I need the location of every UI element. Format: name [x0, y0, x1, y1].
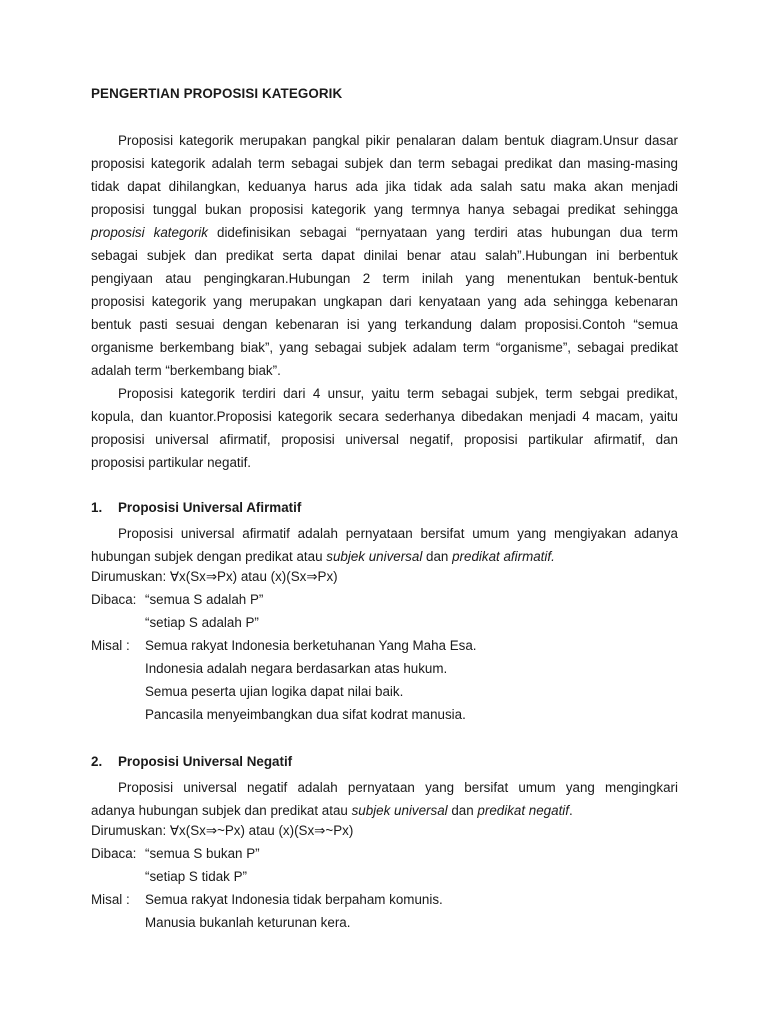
formula-line: Dirumuskan: ∀x(Sx⇒Px) atau (x)(Sx⇒Px)	[91, 569, 338, 584]
intro-line: proposisi tunggal bukan proposisi kategorik yang termnya hanya sebagai predikat sehingga	[91, 202, 678, 217]
intro-line: proposisi universal afirmatif, proposisi universal negatif, proposisi partikular afirmatif, dan	[91, 432, 678, 447]
example-text: Semua peserta ujian logika dapat nilai baik.	[145, 684, 404, 699]
read-text: “semua S adalah P”	[145, 592, 264, 607]
intro-line: proposisi kategorik didefinisikan sebagai “pernyataan yang terdiri atas hubungan dua term	[91, 225, 678, 240]
read-line	[91, 592, 263, 607]
section-number: 1.	[91, 500, 103, 515]
intro-line: tidak dapat dihilangkan, keduanya harus ada jika tidak ada salah satu maka akan menjadi	[91, 179, 678, 194]
desc-line: adanya hubungan subjek dan predikat atau subjek universal dan predikat negatif.	[91, 803, 573, 818]
intro-line: adalah term “berkembang biak”.	[91, 363, 281, 378]
intro-line: Proposisi kategorik terdiri dari 4 unsur, yaitu term sebagai subjek, term sebgai predikat,	[118, 386, 678, 401]
intro-line: proposisi kategorik yang merupakan ungkapan dari kenyataan yang ada sehingga kebenaran	[91, 294, 678, 309]
read-text: “setiap S tidak P”	[145, 869, 247, 884]
formula-line: Dirumuskan: ∀x(Sx⇒~Px) atau (x)(Sx⇒~Px)	[91, 823, 354, 838]
section-title: Proposisi Universal Negatif	[118, 754, 293, 769]
section-heading	[91, 500, 301, 515]
read-label: Dibaca:	[91, 592, 137, 607]
document-title: PENGERTIAN PROPOSISI KATEGORIK	[91, 86, 343, 101]
intro-text	[91, 129, 678, 474]
section-number: 2.	[91, 754, 103, 769]
read-line	[91, 846, 260, 861]
section-title: Proposisi Universal Afirmatif	[118, 500, 302, 515]
intro-line: kopula, dan kuantor.Proposisi kategorik secara sederhanya dibedakan menjadi 4 macam, yaitu	[91, 409, 678, 424]
section-description	[91, 776, 678, 822]
intro-line: bentuk pasti sesuai dengan kebenaran isi yang terkandung dalam proposisi.Contoh “semua	[91, 317, 678, 332]
read-text: “semua S bukan P”	[145, 846, 260, 861]
italic-term: proposisi kategorik	[91, 225, 208, 240]
desc-line: Proposisi universal afirmatif adalah pernyataan bersifat umum yang mengiyakan adanya	[118, 526, 678, 541]
italic-term: subjek universal	[326, 549, 423, 564]
example-line	[91, 892, 443, 907]
example-line	[91, 638, 477, 653]
intro-line: proposisi partikular negatif.	[91, 455, 252, 470]
read-text: “setiap S adalah P”	[145, 615, 259, 630]
desc-line: Proposisi universal negatif adalah pernyataan yang bersifat umum yang mengingkari	[118, 780, 678, 795]
example-text: Manusia bukanlah keturunan kera.	[145, 915, 351, 930]
italic-term: subjek universal	[351, 803, 448, 818]
example-text: Pancasila menyeimbangkan dua sifat kodrat manusia.	[145, 707, 466, 722]
intro-line: Proposisi kategorik merupakan pangkal pikir penalaran dalam bentuk diagram.Unsur dasar	[118, 133, 678, 148]
intro-line: organisme berkembang biak”, yang sebagai subjek adalam term “organisme”, sebagai predikat	[91, 340, 678, 355]
example-label: Misal :	[91, 892, 130, 907]
italic-term: predikat negatif	[477, 803, 569, 818]
read-label: Dibaca:	[91, 846, 137, 861]
intro-line: sebagai subjek dan predikat serta dapat dinilai benar atau salah”.Hubungan ini berbentuk	[91, 248, 678, 263]
section-heading	[91, 754, 292, 769]
intro-line: proposisi kategorik adalah term sebagai subjek dan term sebagai predikat dan masing-masing	[91, 156, 678, 171]
example-text: Semua rakyat Indonesia tidak berpaham komunis.	[145, 892, 443, 907]
intro-line: pengiyaan atau pengingkaran.Hubungan 2 term inilah yang menentukan bentuk-bentuk	[91, 271, 678, 286]
example-label: Misal :	[91, 638, 130, 653]
desc-line: hubungan subjek dengan predikat atau subjek universal dan predikat afirmatif.	[91, 549, 555, 564]
italic-term: predikat afirmatif.	[452, 549, 555, 564]
example-text: Indonesia adalah negara berdasarkan atas hukum.	[145, 661, 448, 676]
example-text: Semua rakyat Indonesia berketuhanan Yang Maha Esa.	[145, 638, 477, 653]
section-description	[91, 522, 678, 568]
